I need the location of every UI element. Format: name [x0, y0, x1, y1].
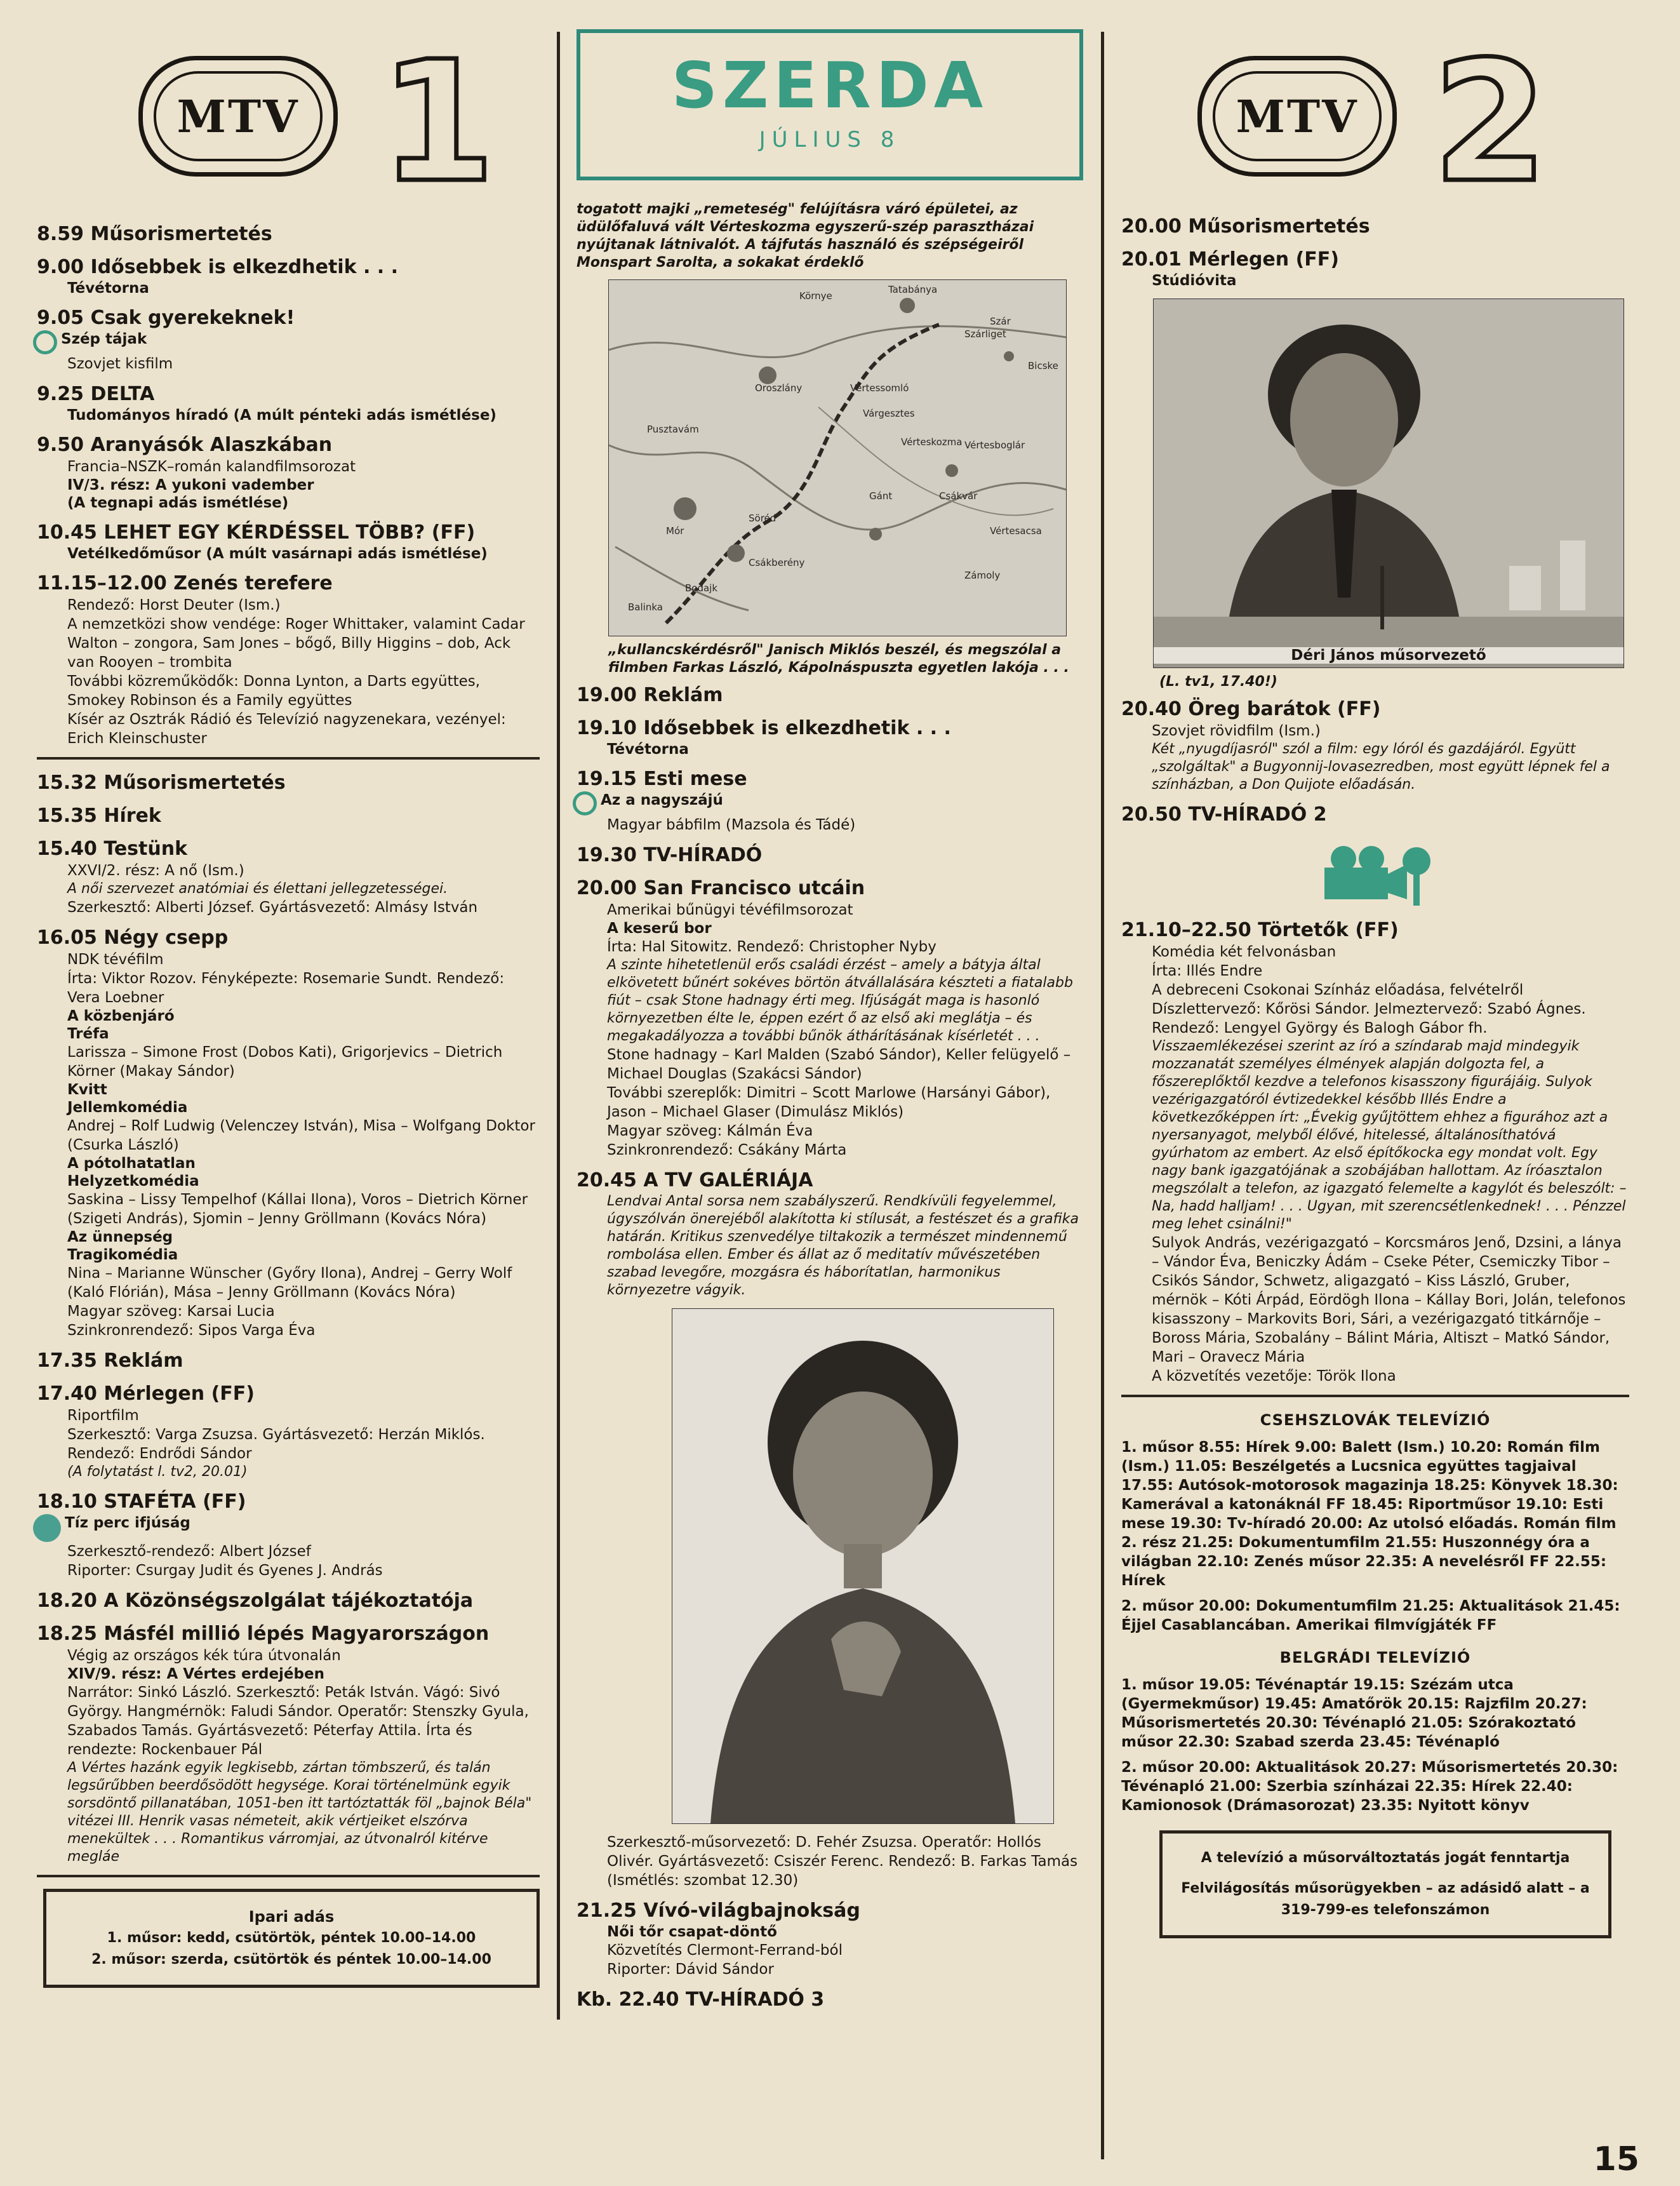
- map-label: Szár: [990, 316, 1011, 327]
- section-divider: [37, 757, 540, 760]
- program-title: 18.10 STAFÉTA (FF): [37, 1491, 246, 1513]
- program-subtitle: Női tőr csapat-döntő: [607, 1924, 777, 1940]
- map-label: Szárliget: [964, 328, 1006, 340]
- program-description: Visszaemlékezései szerint az író a színdarab majd mindegyik mozzanatát személyes élmények alapján dolgozta fel, a főszereplőktől kezdve a telefonos kisasszony figurájáig. Sulyok vezérigazgatóról évtizedekkel később Illés Endre a következőképpen írt: „Évekig gyűjtöttem ehhez a figurához azt a nyersanyagot, melyből élővé, hitelessé, általánosíthatóvá gyúrhatom az embert. Az első építőkocka egy mondat volt. Egy nagy bank igazgatójának a szobájában hallottam. Az íróasztalon megszólalt a telefon, az igazgató felemelte a kagylót és beleszólt: – Na, hadd halljam! . . . Ugyan, mit szerencsétlenkednek! . . . Pénzzel meg lehet csinálni!": [1152, 1038, 1627, 1232]
- program-detail: Komédia két felvonásban: [1152, 944, 1337, 960]
- program-title: 19.10 Idősebbek is elkezdhetik . . .: [577, 717, 951, 739]
- program-subtitle: Az a nagyszájú: [601, 792, 723, 808]
- program-detail: Nina – Marianne Wünscher (Győry Ilona), Andrej – Gerry Wolf (Kaló Flórián), Mása – Jenny Gröllmann (Kovács Nóra): [67, 1265, 512, 1301]
- program-title: 15.40 Testünk: [37, 838, 188, 860]
- program-title: 19.15 Esti mese: [577, 768, 747, 790]
- program-detail: Francia–NSZK–román kalandfilmsorozat: [67, 459, 356, 475]
- map-drawing: [609, 280, 1066, 636]
- program-detail: Vetélkedőműsor (A múlt vasárnapi adás ismétlése): [67, 546, 488, 562]
- episode-genre: Jellemkomédia: [67, 1099, 188, 1116]
- episode-title: A pótolhatatlan: [67, 1155, 196, 1172]
- program-description: A Vértes hazánk egyik legkisebb, zártan tömbszerű, és talán legsűrűbben beerdősödött hegysége. Korai történelmünk egyik sorsdöntő pillanatában, 1051-ben itt tartóztatták föl „bajnok Béla" vitézei III. Henrik vasas németeit, akik vértjeiket elszórva menekültek . . . Romantikus várromjai, az útvonalról kitérve megláe: [67, 1760, 532, 1865]
- box-line: 1. műsor: kedd, csütörtök, péntek 10.00–14.00: [107, 1930, 476, 1946]
- program-detail: Szerkesztő: Alberti József. Gyártásvezető: Almásy István: [67, 899, 478, 916]
- continuation-text: togatott majki „remeteség" felújításra váró épületei, az üdülőfaluvá vált Vérteskozma egyszerű-szép parasztházai nyújtanak látnivalót. A tájfutás használó és szépségeiről Monspart Sarolta, a sokakat érdeklő: [577, 201, 1034, 271]
- column-divider-left: [557, 32, 560, 2020]
- program-detail: XXVI/2. rész: A nő (Ism.): [67, 862, 244, 879]
- program-detail: Szovjet kisfilm: [67, 356, 173, 372]
- program-detail: (A tegnapi adás ismétlése): [67, 495, 289, 511]
- day-date: JÚLIUS 8: [759, 127, 901, 152]
- program-description: A szinte hihetetlenül erős családi érzést – amely a bátyja által elkövetett bűnért sokéves börtön átvállalására készteti a fiatalabb fiút – csak Stone hadnagy érti meg. Ifjúságát maga is hasonló környezetben élte le, éppen ezért ő az első aki meglátja – és megakadályozza a további bűnök áthárításának kísérletét . . .: [607, 957, 1073, 1044]
- program-title: 20.50 TV-HÍRADÓ 2: [1121, 803, 1327, 826]
- program-detail: Írta: Hal Sitowitz. Rendező: Christopher Nyby: [607, 939, 937, 955]
- presenter-drawing: [1154, 299, 1623, 667]
- mtv2-logo-row: [1121, 25, 1629, 219]
- map-label: Környe: [799, 290, 832, 302]
- program-detail: Riportfilm: [67, 1407, 139, 1424]
- program-title: 20.45 A TV GALÉRIÁJA: [577, 1169, 813, 1191]
- program-title: 21.25 Vívó-világbajnokság: [577, 1900, 860, 1922]
- program-subtitle: Tíz perc ifjúság: [65, 1515, 190, 1531]
- episode-title: A keserű bor: [607, 920, 712, 937]
- program-detail: Narrátor: Sinkó László. Szerkesztő: Peták István. Vágó: Sivó György. Hangmérnök: Faludi Sándor. Operatőr: Stenszky Gyula, Szabados Tamás. Gyártásvezető: Péterfay Attila. Írta és rendezte: Rockenbauer Pál: [67, 1684, 529, 1758]
- program-subtitle: Szép tájak: [61, 331, 147, 347]
- map-label: Vértesacsa: [990, 525, 1042, 537]
- program-description: Lendvai Antal sorsa nem szabályszerű. Rendkívüli fegyelemmel, úgyszólván önerejéből alakította ki stílusát, a festészet és a grafika határán. Kritikus szenvedélye tiltakozik a természet mindennemű rombolása ellen. Ember és állat az ő meditatív művészetében szabad levegőre, mozgásra és háborítatlan, harmonikus környezetre vágyik.: [607, 1193, 1079, 1298]
- map-label: Bicske: [1028, 360, 1058, 372]
- program-detail: Magyar szöveg: Karsai Lucia: [67, 1303, 275, 1320]
- program-detail: Szerkesztő-műsorvezető: D. Fehér Zsuzsa. Operatőr: Hollós Olivér. Gyártásvezető: Csiszér Ferenc. Rendező: B. Farkas Tamás: [607, 1834, 1078, 1870]
- program-detail: Díszlettervező: Kőrösi Sándor. Jelmeztervező: Szabó Ágnes. Rendező: Lengyel György és Balogh Gábor fh.: [1152, 1001, 1586, 1036]
- map-label: Zámoly: [964, 570, 1001, 581]
- program-title: 20.40 Öreg barátok (FF): [1121, 698, 1381, 720]
- program-title: 9.00 Idősebbek is elkezdhetik . . .: [37, 256, 399, 278]
- program-detail: Riporter: Csurgay Judit és Gyenes J. András: [67, 1562, 383, 1579]
- mtv2-column: [1121, 25, 1629, 1938]
- map-label: Vérteskozma: [901, 436, 963, 448]
- map-label: Balinka: [628, 601, 663, 613]
- channel-number-2: 2: [1432, 25, 1549, 219]
- program-title: 20.01 Mérlegen (FF): [1121, 248, 1339, 271]
- program-detail: Larissza – Simone Frost (Dobos Kati), Grigorjevics – Dietrich Körner (Makay Sándor): [67, 1044, 503, 1080]
- program-title: Kb. 22.40 TV-HÍRADÓ 3: [577, 1988, 825, 2011]
- program-detail: Riporter: Dávid Sándor: [607, 1961, 774, 1978]
- episode-title: Kvitt: [67, 1082, 107, 1098]
- episode-title: A közbenjáró: [67, 1008, 175, 1024]
- youth-dot-icon: [33, 1514, 61, 1542]
- foreign-schedule: 2. műsor 20.00: Aktualitások 20.27: Műsorismertetés 20.30: Tévénapló 21.00: Szerbia színházai 22.35: Hírek 22.40: Kamionosok (Drámasorozat) 23.35: Nyitott könyv: [1121, 1759, 1618, 1814]
- mtv-logo: MTV: [1197, 56, 1397, 177]
- map-label: Söréd: [749, 513, 777, 524]
- episode-genre: Tragikomédia: [67, 1247, 178, 1263]
- episode-title: Az ünnepség: [67, 1229, 173, 1245]
- program-title: 15.35 Hírek: [37, 805, 161, 827]
- presenter-photo: [1153, 298, 1624, 668]
- program-subtitle: Tévétorna: [607, 741, 689, 758]
- program-title: 20.00 Műsorismertetés: [1121, 215, 1370, 238]
- program-detail: XIV/9. rész: A Vértes erdejében: [67, 1666, 324, 1682]
- industrial-broadcast-box: [43, 1889, 540, 1988]
- children-ring-icon: [573, 791, 597, 815]
- map-label: Vértessomló: [850, 382, 909, 394]
- program-detail: (A folytatást l. tv2, 20.01): [67, 1464, 248, 1480]
- map-label: Csákvár: [939, 490, 978, 502]
- center-column: [577, 25, 1083, 2021]
- program-detail: A nemzetközi show vendége: Roger Whittaker, valamint Cadar Walton – zongora, Sam Jones – bőgő, Billy Higgins – dob, Ack van Rooyen – trombita: [67, 616, 525, 671]
- portrait-drawing: [672, 1309, 1053, 1823]
- program-title: 21.10–22.50 Törtetők (FF): [1121, 919, 1399, 941]
- czechoslovak-tv-heading: CSEHSZLOVÁK TELEVÍZIÓ: [1260, 1411, 1491, 1429]
- program-detail: Kísér az Osztrák Rádió és Televízió nagyzenekara, vezényel: Erich Kleinschuster: [67, 711, 506, 747]
- program-title: 8.59 Műsorismertetés: [37, 223, 272, 245]
- program-detail: Rendező: Horst Deuter (Ism.): [67, 597, 281, 614]
- photo-note: (L. tv1, 17.40!): [1159, 674, 1277, 690]
- channel-number-1: 1: [380, 25, 496, 219]
- map-caption: „kullancskérdésről" Janisch Miklós beszél, és megszólal a filmben Farkas László, Kápolnáspuszta egyetlen lakója . . .: [608, 642, 1069, 676]
- program-title: 19.00 Reklám: [577, 684, 723, 706]
- map-label: Pusztavám: [647, 424, 699, 435]
- foreign-schedule: 1. műsor 8.55: Hírek 9.00: Balett (Ism.) 10.20: Román film (Ism.) 11.05: Beszélgetés a Lucsnica együttes tagjaival 17.55: Autósok-motorosok magazinja 18.25: Könyvek 18.30: Kamerával a katonáknál FF 18.45: Riportműsor 19.10: Esti mese 19.30: Tv-híradó 20.00: Az utolsó előadás. Román film 2. rész 21.25: Dokumentumfilm 21.55: Huszonnégy óra a világban 22.10: Zenés műsor 22.35: A nevelésről FF 22.55: Hírek: [1121, 1439, 1618, 1589]
- film-camera-icon: [1312, 836, 1439, 912]
- program-detail: Andrej – Rolf Ludwig (Velenczey István), Misa – Wolfgang Doktor (Csurka László): [67, 1118, 535, 1153]
- program-detail: Szinkronrendező: Csákány Márta: [607, 1142, 847, 1158]
- program-title: 9.25 DELTA: [37, 383, 155, 405]
- program-detail: IV/3. rész: A yukoni vadember: [67, 477, 314, 493]
- program-detail: Végig az országos kék túra útvonalán: [67, 1647, 341, 1664]
- program-detail: További szereplők: Dimitri – Scott Marlowe (Harsányi Gábor), Jason – Michael Glaser (Dimulász Miklós): [607, 1085, 1051, 1120]
- program-subtitle: Stúdióvita: [1152, 272, 1237, 289]
- children-ring-icon: [33, 330, 57, 354]
- program-detail: Magyar bábfilm (Mazsola és Tádé): [607, 817, 856, 833]
- photo-caption: Déri János műsorvezető: [1154, 647, 1623, 664]
- mtv1-logo-row: [37, 25, 540, 219]
- program-title: 17.40 Mérlegen (FF): [37, 1383, 255, 1405]
- program-detail: Írta: Illés Endre: [1152, 963, 1263, 979]
- program-detail: A debreceni Csokonai Színház előadása, felvételről: [1152, 982, 1524, 998]
- program-title: 17.35 Reklám: [37, 1350, 183, 1372]
- program-title: 18.20 A Közönségszolgálat tájékoztatója: [37, 1590, 474, 1612]
- day-title: SZERDA: [671, 48, 989, 123]
- map-label: Várgesztes: [863, 408, 915, 419]
- artist-photo: [672, 1308, 1054, 1824]
- program-detail: Szovjet rövidfilm (Ism.): [1152, 723, 1321, 739]
- program-title: 11.15–12.00 Zenés terefere: [37, 572, 333, 594]
- page-number: 15: [1593, 2140, 1639, 2178]
- program-detail: Közvetítés Clermont-Ferrand-ból: [607, 1942, 843, 1959]
- foreign-schedule: 2. műsor 20.00: Dokumentumfilm 21.25: Aktualitások 21.45: Éjjel Casablancában. Amerikai filmvígjáték FF: [1121, 1598, 1620, 1633]
- box-title: Ipari adás: [248, 1908, 335, 1926]
- program-title: 20.00 San Francisco utcáin: [577, 877, 865, 899]
- notice-box: [1159, 1830, 1611, 1938]
- program-detail: (Ismétlés: szombat 12.30): [607, 1872, 799, 1889]
- program-description: Két „nyugdíjasról" szól a film: egy lóról és gazdájáról. Együtt „szolgáltak" a Bugyonnij-lovasezredben, most együtt lépnek fel a színházban, a Don Quijote előadásán.: [1152, 741, 1610, 793]
- program-detail: Tudományos híradó (A múlt pénteki adás ismétlése): [67, 407, 497, 424]
- belgrade-tv-heading: BELGRÁDI TELEVÍZIÓ: [1279, 1649, 1471, 1666]
- program-title: 15.32 Műsorismertetés: [37, 772, 286, 794]
- program-subtitle: Tévétorna: [67, 280, 149, 297]
- map-label: Gánt: [869, 490, 893, 502]
- program-detail: Írta: Viktor Rozov. Fényképezte: Rosemarie Sundt. Rendező: Vera Loebner: [67, 970, 505, 1006]
- day-header-box: [577, 29, 1083, 180]
- section-divider: [1121, 1395, 1629, 1397]
- program-title: 18.25 Másfél millió lépés Magyarországon: [37, 1623, 490, 1645]
- program-title: 16.05 Négy csepp: [37, 927, 229, 949]
- mtv-logo: MTV: [138, 56, 338, 177]
- vertes-map: [608, 279, 1067, 636]
- program-detail: Amerikai bűnügyi tévéfilmsorozat: [607, 902, 853, 918]
- program-detail: Magyar szöveg: Kálmán Éva: [607, 1123, 813, 1139]
- program-detail: A közvetítés vezetője: Török Ilona: [1152, 1368, 1396, 1385]
- mtv1-column: [37, 25, 540, 1988]
- map-label: Bodajk: [685, 582, 718, 594]
- column-divider-right: [1101, 32, 1104, 2159]
- program-detail: Saskina – Lissy Tempelhof (Kállai Ilona), Voros – Dietrich Körner (Szigeti András), Sjomin – Jenny Gröllmann (Kovács Nóra): [67, 1191, 528, 1227]
- program-detail: További közreműködők: Donna Lynton, a Darts együttes, Smokey Robinson és a Family együttes: [67, 673, 481, 709]
- program-title: 19.30 TV-HÍRADÓ: [577, 844, 763, 866]
- box-line: 2. műsor: szerda, csütörtök és péntek 10.00–14.00: [91, 1952, 491, 1968]
- program-detail: Szerkesztő: Varga Zsuzsa. Gyártásvezető: Herzán Miklós. Rendező: Endrődi Sándor: [67, 1426, 485, 1462]
- map-label: Vértesboglár: [964, 439, 1025, 451]
- program-detail: Sulyok András, vezérigazgató – Korcsmáros Jenő, Dzsini, a lánya – Vándor Éva, Beniczky Ádám – Cseke Péter, Csemiczky Tibor – Csikós Sándor, Schwetz, aligazgató – Kiss László, Gruber, mérnök – Kóti Árpád, Eördögh Ilona – Kállay Bori, Jolán, telefonos kisasszony – Markovits Bori, Sári, a vezérigazgató titkárnője – Boross Mária, Szobalány – Bálint Mária, Altiszt – Matkó Sándor, Mari – Oravecz Mária: [1152, 1235, 1626, 1365]
- program-detail: Szerkesztő-rendező: Albert József: [67, 1543, 311, 1560]
- program-description: A női szervezet anatómiai és élettani jellegzetességei.: [67, 881, 448, 897]
- program-detail: Szinkronrendező: Sipos Varga Éva: [67, 1322, 316, 1339]
- map-label: Mór: [666, 525, 684, 537]
- section-divider: [37, 1875, 540, 1877]
- notice-line: Felvilágosítás műsorügyekben – az adásidő alatt – a 319-799-es telefonszámon: [1181, 1881, 1590, 1918]
- notice-line: A televízió a műsorváltoztatás jogát fenntartja: [1201, 1850, 1570, 1866]
- episode-genre: Tréfa: [67, 1026, 109, 1042]
- program-detail: Stone hadnagy – Karl Malden (Szabó Sándor), Keller felügyelő – Michael Douglas (Szakácsi Sándor): [607, 1047, 1071, 1082]
- program-title: 9.05 Csak gyerekeknek!: [37, 307, 295, 329]
- map-label: Oroszlány: [755, 382, 803, 394]
- program-title: 9.50 Aranyásók Alaszkában: [37, 434, 333, 456]
- program-title: 10.45 LEHET EGY KÉRDÉSSEL TÖBB? (FF): [37, 521, 476, 544]
- episode-genre: Helyzetkomédia: [67, 1173, 199, 1190]
- program-detail: NDK tévéfilm: [67, 951, 164, 968]
- map-label: Tatabánya: [888, 284, 938, 295]
- map-label: Csákberény: [749, 557, 805, 568]
- foreign-schedule: 1. műsor 19.05: Tévénaptár 19.15: Szézám utca (Gyermekműsor) 19.45: Amatőrök 20.15: Rajzfilm 20.27: Műsorismertetés 20.30: Tévénapló 21.05: Szórakoztató műsor 22.30: Szabad szerda 23.45: Tévénapló: [1121, 1677, 1587, 1750]
